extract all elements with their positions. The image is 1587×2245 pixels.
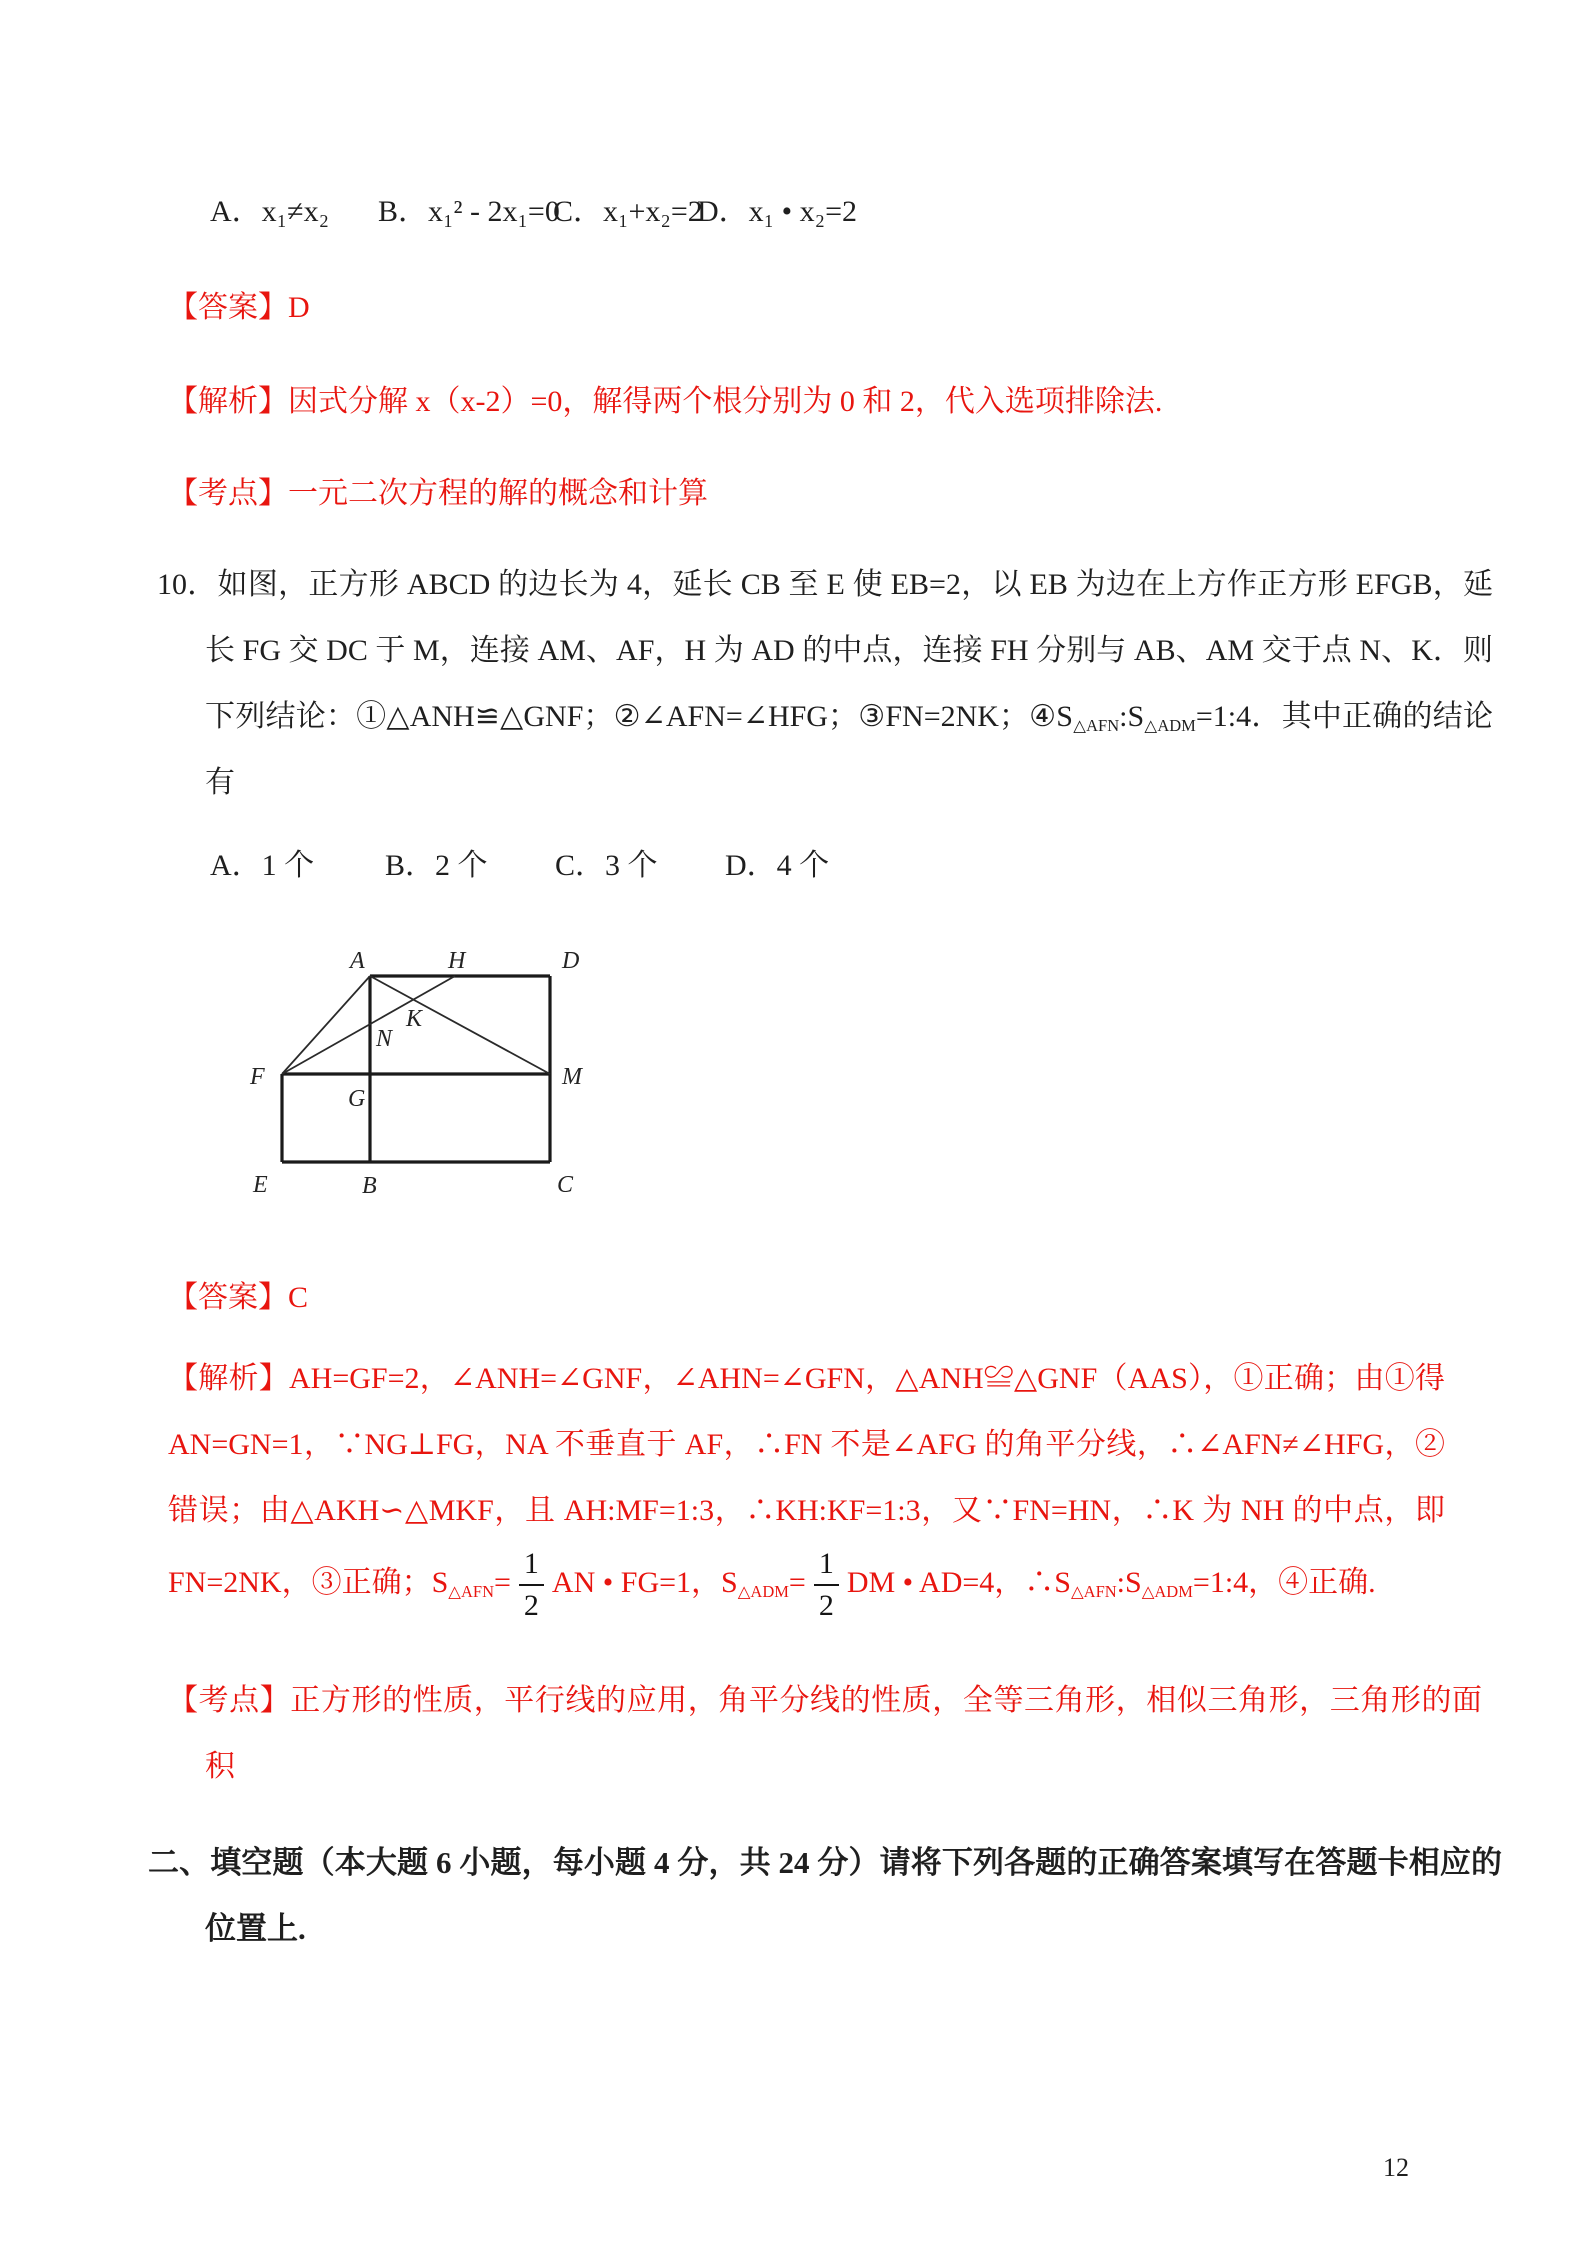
q10-option-b-text: 2 个 [435,849,488,882]
q10-stem-text-1: 如图，正方形 ABCD 的边长为 4，延长 CB 至 E 使 EB=2，以 EB 为边在上方作正方形 EFGB，延长 FG 交 DC 于 M，连接 AM、AF，H 为 AD 的中点，连接 FH 分别与 AB、AM 交于点 N、K．则下列结论：①△ANH≌△GNF；②∠AFN=∠HFG；③FN=2NK；④S [205,568,1494,733]
fraction-one-half [814,1544,839,1626]
q10-options-row [210,842,1587,890]
q10-analysis [168,1346,1445,1626]
q9-answer-value: D [288,291,310,324]
q9-option-d-formula: x₁ • x₂=2 [748,195,858,228]
q10-option-c [555,842,725,890]
segment-AF [282,976,370,1074]
label-point-B: B [362,1173,377,1199]
q9-option-c-label: C． [553,195,604,228]
q10-option-a [210,842,385,890]
q10-sub-afn: △AFN [1072,715,1120,735]
q9-option-b-label: B． [378,195,429,228]
q10-answer-value: C [288,1281,309,1314]
section-2-heading: 二、填空题（本大题 6 小题，每小题 4 分，共 24 分）请将下列各题的正确答案填写在答题卡相应的位置上. [148,1845,1502,1946]
q10-option-a-label: A． [210,849,262,882]
q10-stem-text-3: =1:4．其中正确的结论有 [205,700,1493,799]
q10-keypoint-text: 正方形的性质，平行线的应用，角平分线的性质，全等三角形，相似三角形，三角形的面积 [205,1684,1483,1783]
q10-option-d-text: 4 个 [776,849,830,882]
q9-option-d-label: D． [697,195,749,228]
label-point-N: N [376,1026,393,1052]
q9-option-a-label: A． [210,195,262,228]
q10-option-a-text: 1 个 [261,849,315,882]
q9-option-b [378,188,560,236]
q10-answer-line [168,1274,1445,1322]
q10-option-b-label: B． [385,849,436,882]
q9-options-row [210,188,1587,236]
label-point-K: K [406,1006,423,1032]
q9-keypoint-line [168,470,1445,518]
q10-analysis-sub-afn2: △AFN [1070,1581,1117,1601]
segment-AM [370,976,550,1074]
q10-analysis-text-5: =1:4，④正确. [1192,1565,1376,1599]
fraction-numerator: 1 [818,1547,834,1580]
q9-option-a [210,188,378,236]
q10-analysis-text-2: AN • FG=1，S [551,1565,738,1599]
fraction-numerator: 1 [523,1547,539,1580]
q10-analysis-text-1: AH=GF=2，∠ANH=∠GNF，∠AHN=∠GFN，△ANH≌△GNF（AAS），①正确；由①得 AN=GN=1，∵NG⊥FG，NA 不垂直于 AF，∴FN 不是∠AFG 的角平分线，∴∠AFN≠∠HFG，②错误；由△AKH∽△MKF，且 AH:MF=1:3，∴KH:KF=1:3，又∵FN=HN，∴K 为 NH 的中点，即 FN=2NK，③正确；S [168,1362,1445,1599]
equals-sign: = [788,1565,806,1599]
label-point-G: G [348,1086,366,1112]
page-number: 12 [1383,2153,1409,2182]
label-point-F: F [250,1064,265,1090]
q9-option-c [553,188,703,236]
q10-stem-text-2: :S [1119,700,1145,733]
q9-analysis-text: 因式分解 x（x-2）=0，解得两个根分别为 0 和 2，代入选项排除法. [288,385,1163,418]
q9-option-c-formula: x₁+x₂=2 [603,195,703,228]
geometry-diagram [150,894,630,1254]
q10-analysis-text-3: DM • AD=4，∴S [846,1565,1071,1599]
q10-geometry-figure [150,894,1587,1254]
fraction-denominator: 2 [814,1584,839,1626]
keypoint-tag: 【考点】 [168,1684,291,1717]
fraction-denominator: 2 [519,1584,544,1626]
analysis-tag: 【解析】 [168,1362,289,1395]
q9-option-d [697,188,857,236]
q10-keypoint-line [168,1668,1482,1800]
fraction-one-half [519,1544,544,1626]
q10-stem [157,552,1493,816]
q10-sub-adm: △ADM [1144,715,1196,735]
label-point-M: M [562,1064,582,1090]
q9-analysis-line [168,378,1445,426]
q10-option-c-text: 3 个 [605,849,658,882]
keypoint-tag: 【考点】 [168,477,288,510]
q9-answer-line [168,284,1445,332]
label-point-E: E [253,1172,268,1198]
label-point-H: H [448,948,466,974]
label-point-A: A [350,948,365,974]
q10-option-b [385,842,555,890]
q10-number: 10． [157,568,218,601]
q9-keypoint-text: 一元二次方程的解的概念和计算 [288,477,708,510]
q10-option-d-label: D． [725,849,777,882]
q10-analysis-sub-adm2: △ADM [1141,1581,1193,1601]
q9-option-a-formula: x₁≠x₂ [261,195,330,228]
q10-option-d [725,842,829,890]
q10-analysis-sub-adm1: △ADM [737,1581,789,1601]
q10-analysis-text-4: :S [1116,1565,1142,1599]
q9-option-b-formula: x₁² - 2x₁=0 [428,195,560,228]
answer-tag: 【答案】 [168,1281,288,1314]
equals-sign: = [494,1565,511,1599]
q10-option-c-label: C． [555,849,606,882]
answer-tag: 【答案】 [168,291,288,324]
q10-analysis-sub-afn1: △AFN [448,1581,494,1601]
label-point-C: C [557,1172,574,1198]
label-point-D: D [562,948,580,974]
analysis-tag: 【解析】 [168,385,288,418]
